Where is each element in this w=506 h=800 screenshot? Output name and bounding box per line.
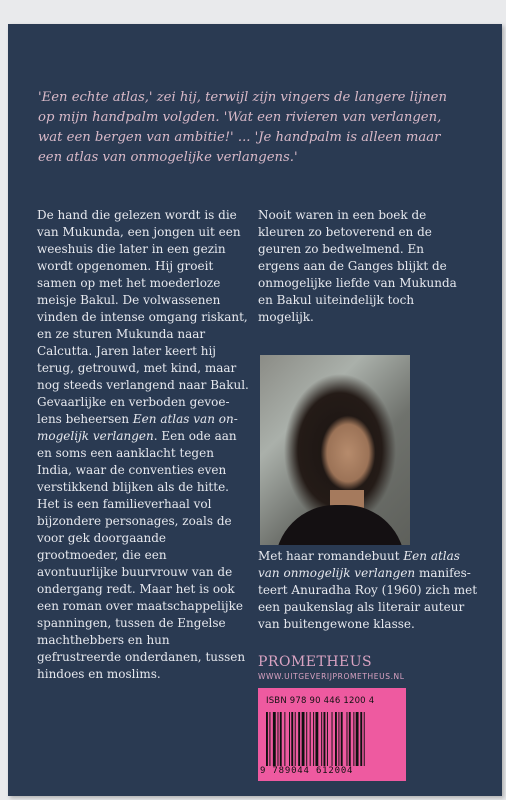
barcode-bar	[338, 712, 339, 766]
barcode-bar	[266, 712, 268, 766]
quote-line: een atlas van onmogelijke verlangens.'	[38, 150, 298, 165]
author-blurb	[258, 548, 478, 633]
barcode-panel	[258, 688, 406, 781]
blurb-right-top: Nooit waren in een boek de kleuren zo betoverend en de geuren zo bedwelmend. En ergens aan de Ganges blijkt de onmogelijke liefde van Mukunda en Bakul uiteindelijk toch mogelijk.	[258, 208, 457, 324]
cover-quote	[38, 88, 478, 168]
book-title-italic: Een atlas van onmogelijk verlangen	[258, 549, 460, 580]
barcode-bar	[280, 712, 282, 766]
photo-shoulders	[275, 505, 405, 545]
barcode-bar	[332, 712, 333, 766]
barcode-bar	[310, 712, 311, 766]
barcode-bar	[349, 712, 351, 766]
quote-line: 'Een echte atlas,' zei hij, terwijl zijn vingers de langere lijnen	[38, 90, 447, 105]
barcode-digits: 9 789044 612004	[260, 766, 354, 776]
barcode-bar	[298, 712, 300, 766]
barcode-bar	[284, 712, 285, 766]
author-photo	[260, 355, 410, 545]
publisher-logo: PROMETHEUS	[258, 654, 373, 670]
barcode-bar	[278, 712, 279, 766]
barcode-bar	[356, 712, 359, 766]
barcode-bar	[302, 712, 305, 766]
barcode-bar	[289, 712, 290, 766]
barcode-bar	[324, 712, 326, 766]
barcode-bar	[295, 712, 296, 766]
barcode-bar	[291, 712, 293, 766]
barcode-bar	[321, 712, 322, 766]
barcode-bar	[315, 712, 318, 766]
barcode-bar	[341, 712, 343, 766]
publisher-website: WWW.UITGEVERIJPROMETHEUS.NL	[258, 672, 405, 681]
barcode-bar	[364, 712, 365, 766]
blurb-left-column	[37, 207, 250, 683]
barcode-bar	[327, 712, 328, 766]
blurb-text: manifesteert Anuradha Roy (1960) zich met een paukenslag als literair auteur van buitengewone klasse.	[258, 566, 478, 631]
barcode-bar	[306, 712, 307, 766]
blurb-text: . Een ode aan en soms een aanklacht tegen India, waar de conventies even verstikkend blijken als de hitte. Het is een familieverhaal vol bijzondere personages, zoals de voor gek doorgaande grootmoeder, die een avontuurlijke buurvrouw van de ondergang redt. Maar het is ook een roman over maatschappelijke spanningen, tussen de Engelse machthebbers en hun gefrustreerde onderdanen, tussen hindoes en moslims.	[37, 429, 246, 681]
barcode-bar	[313, 712, 314, 766]
quote-line: op mijn handpalm volgden. 'Wat een rivieren van verlangen,	[38, 110, 442, 125]
barcode-bar	[273, 712, 276, 766]
barcode-bar	[353, 712, 354, 766]
isbn-label: ISBN 978 90 446 1200 4	[266, 696, 375, 706]
blurb-text: Met haar romandebuut	[258, 549, 400, 563]
barcode-bar	[347, 712, 348, 766]
barcode-bar	[360, 712, 362, 766]
book-title-italic: Een atlas van onmogelijk verlangen	[37, 412, 238, 443]
barcode-icon	[266, 712, 398, 766]
blurb-text: De hand die gelezen wordt is die van Mukunda, een jongen uit een weeshuis die later in een gezin wordt opgenomen. Hij groeit samen op met het moederloze meisje Bakul. De volwassenen vinden de intense omgang riskant, en ze sturen Mukunda naar Calcutta. Jaren later keert hij terug, getrouwd, met kind, maar nog steeds verlangend naar Bakul. Gevaarlijke en verboden gevoelens beheersen	[37, 208, 249, 426]
quote-line: wat een bergen van ambitie!' ... 'Je handpalm is alleen maar	[38, 130, 441, 145]
barcode-bar	[335, 712, 337, 766]
barcode-bar	[269, 712, 270, 766]
